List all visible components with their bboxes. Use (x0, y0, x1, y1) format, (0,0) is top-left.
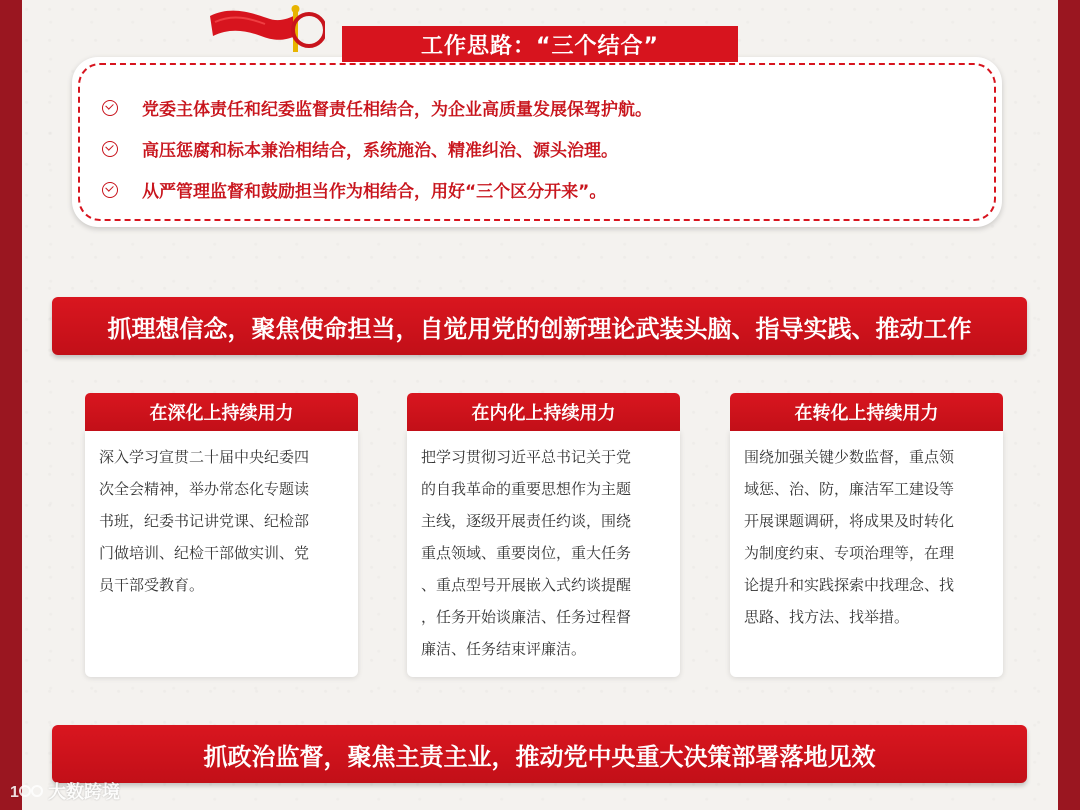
text-line: 开展课题调研，将成果及时转化 (744, 512, 955, 530)
watermark-text: 大数跨境 (48, 782, 120, 803)
text-line: 论提升和实践探索中找理念、找 (744, 576, 955, 594)
card-text (99, 441, 347, 601)
watermark (10, 778, 120, 804)
card-deepen (85, 393, 358, 679)
right-border-bar (1058, 0, 1080, 810)
card-text (744, 441, 992, 633)
list-item (102, 169, 652, 210)
svg-text:1: 1 (10, 784, 19, 801)
text-line: ，任务开始谈廉洁、任务过程督 (421, 608, 632, 626)
card-title: 在转化上持续用力 (730, 393, 1003, 431)
text-line: 的自我革命的重要思想作为主题 (421, 480, 632, 498)
work-idea-box (72, 57, 1002, 227)
idea-text: 从严管理监督和鼓励担当作为相结合，用好“三个区分开来”。 (142, 182, 607, 202)
text-line: 把学习贯彻习近平总书记关于党 (421, 448, 632, 466)
check-circle-icon (102, 141, 118, 157)
text-line: 深入学习宣贯二十届中央纪委四 (99, 448, 310, 466)
party-flag-icon (205, 2, 325, 54)
text-line: 次全会精神，举办常态化专题读 (99, 480, 310, 498)
text-line: 域惩、治、防，廉洁军工建设等 (744, 480, 955, 498)
text-line: 主线，逐级开展责任约谈，围绕 (421, 512, 632, 530)
text-line: 思路、找方法、找举措。 (744, 608, 910, 626)
card-title: 在内化上持续用力 (407, 393, 680, 431)
list-item (102, 128, 652, 169)
card-internalize (407, 393, 680, 679)
text-line: 书班，纪委书记讲党课、纪检部 (99, 512, 310, 530)
text-line: 、重点型号开展嵌入式约谈提醒 (421, 576, 632, 594)
text-line: 廉洁、任务结束评廉洁。 (421, 640, 587, 658)
list-item (102, 87, 652, 128)
check-circle-icon (102, 100, 118, 116)
idea-list (102, 87, 652, 210)
work-idea-title: 工作思路：“三个结合” (342, 26, 738, 62)
card-title: 在深化上持续用力 (85, 393, 358, 431)
text-line: 重点领域、重要岗位，重大任务 (421, 544, 632, 562)
ideal-belief-banner: 抓理想信念，聚焦使命担当，自觉用党的创新理论武装头脑、指导实践、推动工作 (52, 297, 1027, 355)
watermark-logo-icon (10, 781, 44, 801)
political-supervision-banner: 抓政治监督，聚焦主责主业，推动党中央重大决策部署落地见效 (52, 725, 1027, 783)
text-line: 为制度约束、专项治理等，在理 (744, 544, 955, 562)
card-text (421, 441, 669, 665)
card-transform (730, 393, 1003, 679)
text-line: 围绕加强关键少数监督，重点领 (744, 448, 955, 466)
text-line: 员干部受教育。 (99, 576, 205, 594)
idea-text: 党委主体责任和纪委监督责任相结合，为企业高质量发展保驾护航。 (142, 100, 652, 120)
text-line: 门做培训、纪检干部做实训、党 (99, 544, 310, 562)
left-border-bar (0, 0, 22, 810)
idea-text: 高压惩腐和标本兼治相结合，系统施治、精准纠治、源头治理。 (142, 141, 618, 161)
check-circle-icon (102, 182, 118, 198)
